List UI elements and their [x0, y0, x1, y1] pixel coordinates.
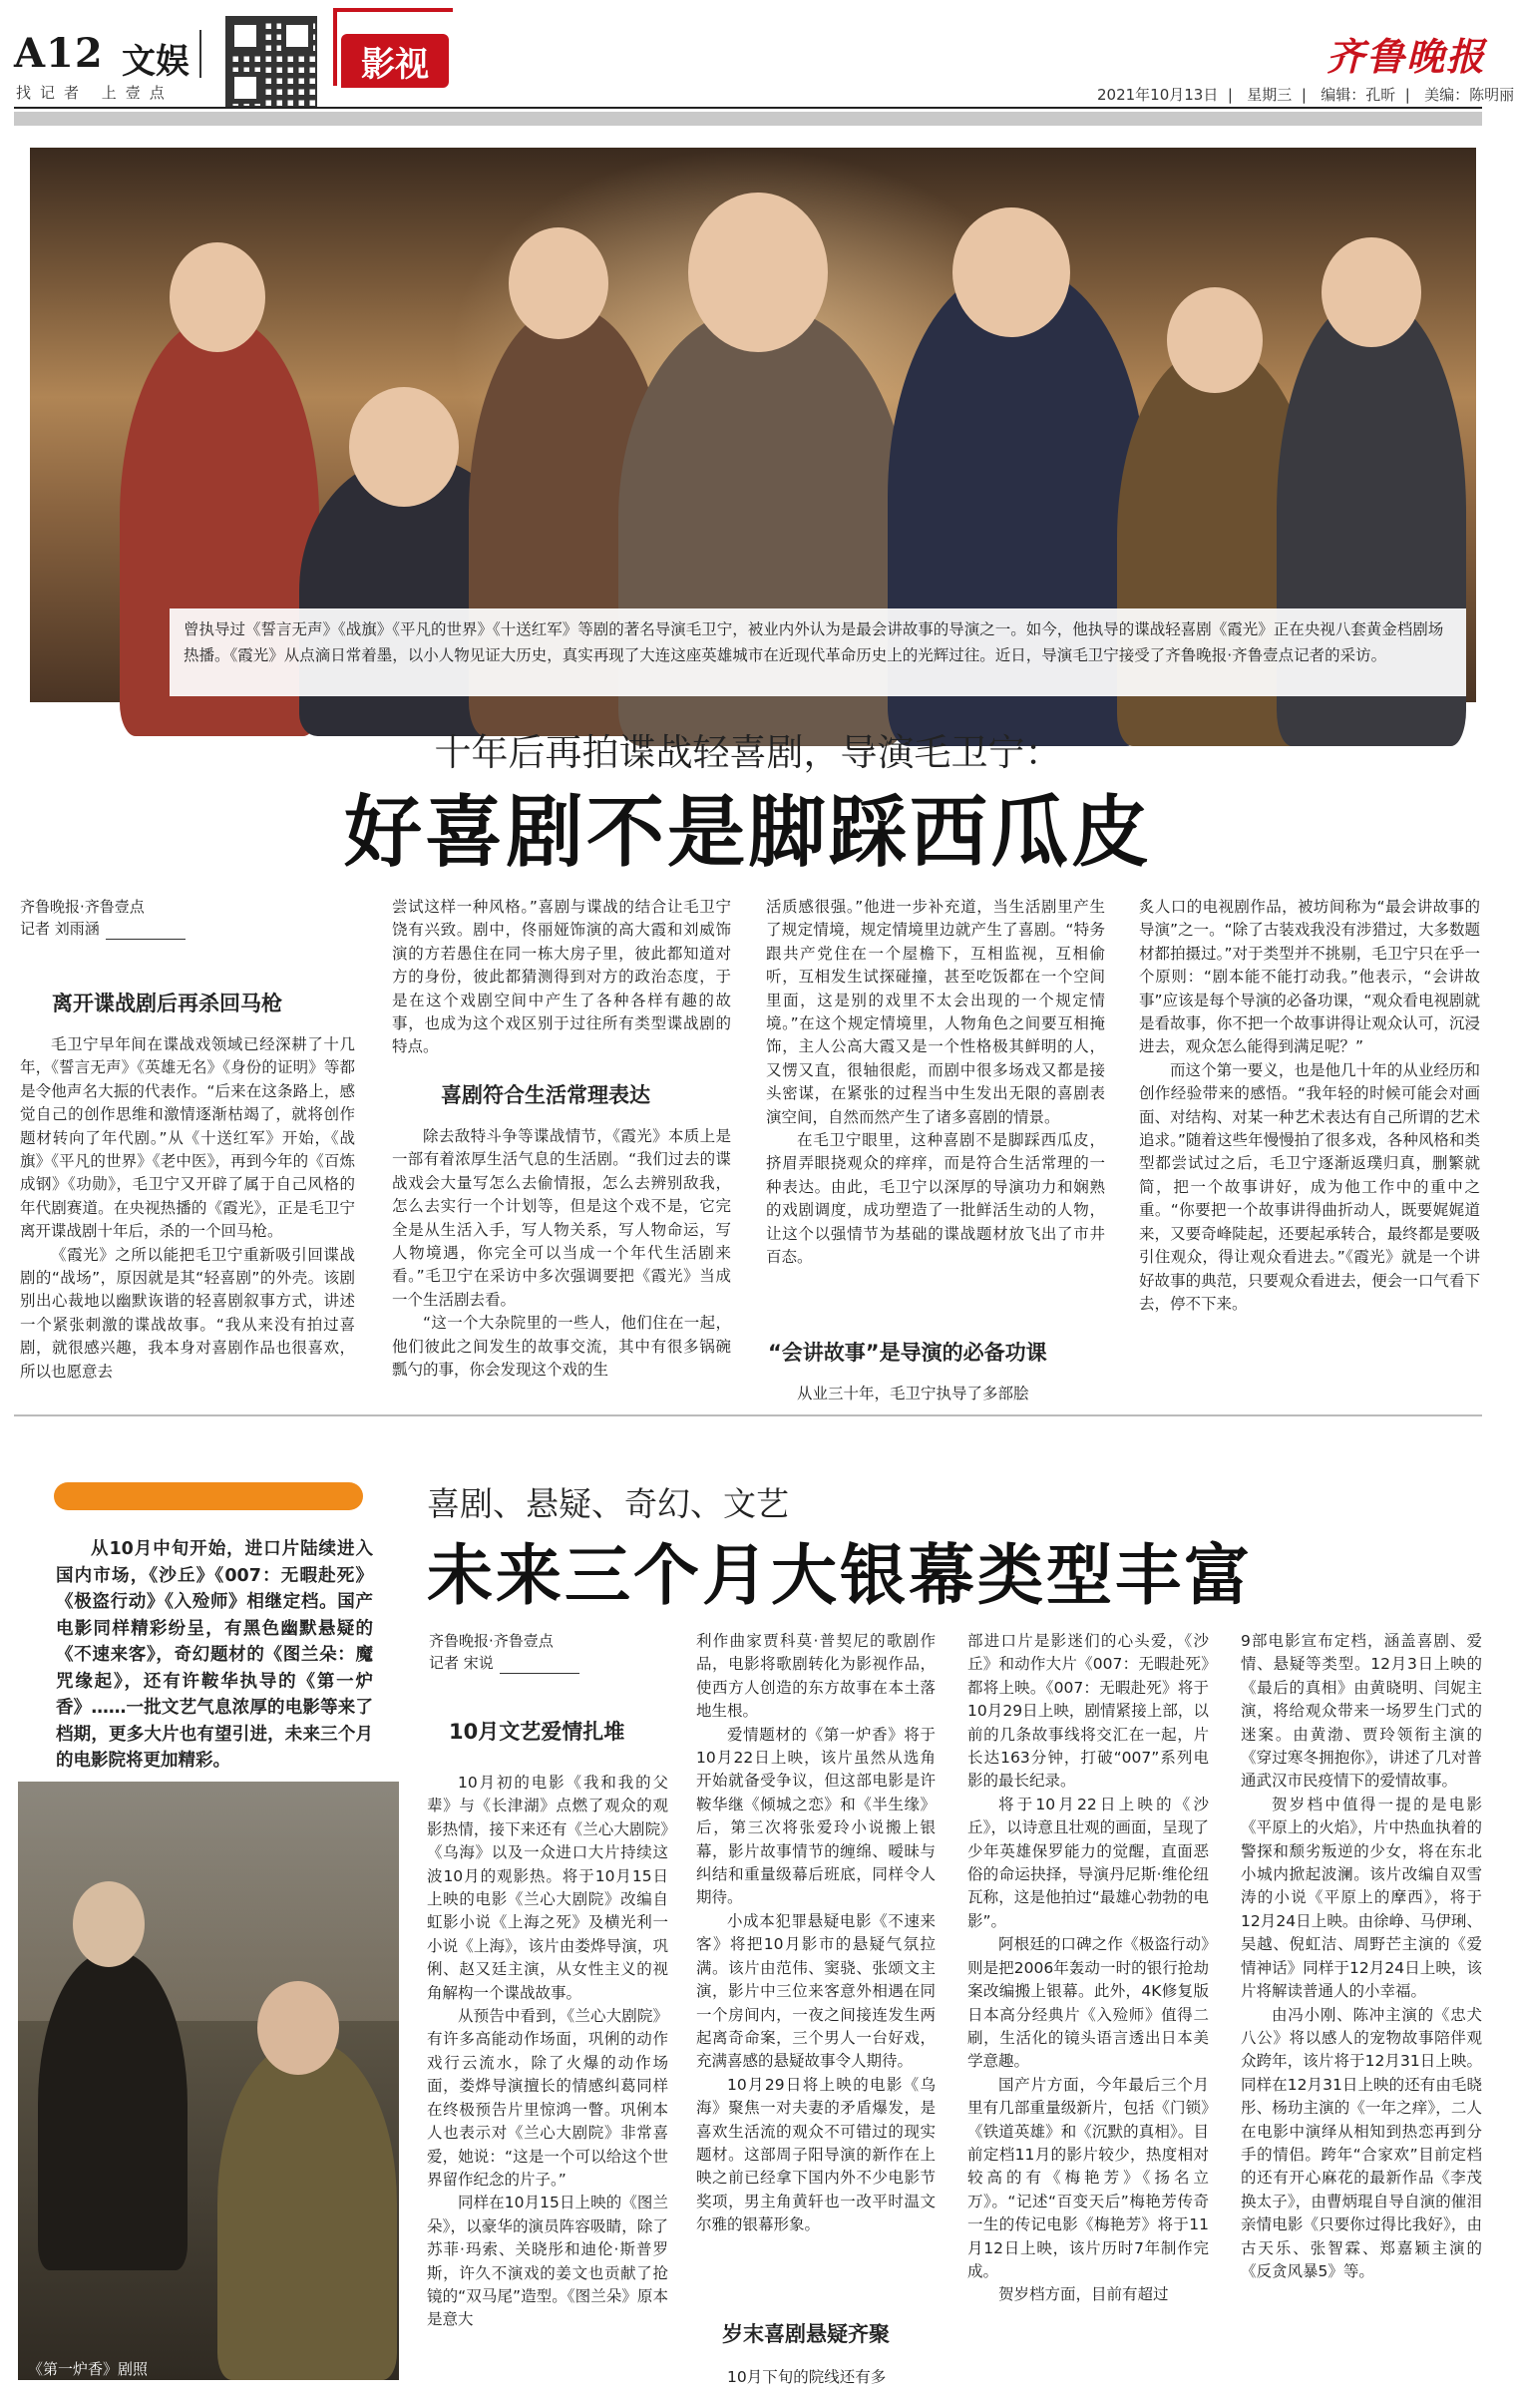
paragraph: 炙人口的电视剧作品，被坊间称为“最会讲故事的导演”之一。“除了古装戏我没有涉猎过，大多数题材都拍摄过。”对于类型并不挑剔，毛卫宁只在乎一个原则：“剧本能不能打动我。”他表示，“会讲故事”应该是每个导演的必备功课，“观众看电视剧就是看故事，你不把一个故事讲得让观众认可，沉浸进去，观众怎么能得到满足呢？”	[1139, 898, 1480, 1056]
article1-byline	[20, 896, 349, 940]
photo-caption: 《第一炉香》剧照	[28, 2360, 149, 2378]
designer-credit: 美编：陈明丽	[1424, 86, 1514, 104]
section-name: 文娱	[122, 42, 189, 82]
article2-col1-subhead: 10月文艺爱情扎堆	[449, 1720, 625, 1744]
article2-lead	[56, 1536, 373, 1775]
article1-col4	[1139, 896, 1480, 1408]
paragraph: 尝试这样一种风格。”喜剧与谍战的结合让毛卫宁饶有兴致。剧中，佟丽娅饰演的高大霞和刘威饰演的方若愚住在同一栋大房子里，彼此都知道对方的身份，彼此都猜测得到对方的政治态度，于是在这个戏剧空间中产生了各种各样有趣的故事，也成为这个戏区别于过往所有类型谍战剧的特点。	[392, 898, 731, 1056]
article2-col1	[427, 1772, 668, 2394]
paragraph: 部进口片是影迷们的心头爱，《沙丘》和动作大片《007：无暇赴死》都将上映。《007：无暇赴死》将于10月29日上映，剧情紧接上部，以前的几条故事线将交汇在一起，片长达163分钟，打破“007”系列电影的最长纪录。	[967, 1632, 1209, 1791]
article1-col1-subhead: 离开谍战剧后再杀回马枪	[52, 992, 282, 1015]
article1-col2-bottom	[392, 1125, 731, 1406]
paragraph: 从预告中看到，《兰心大剧院》有许多高能动作场面，巩俐的动作戏行云流水，除了火爆的动作场面，娄烨导演擅长的情感纠葛同样在终极预告片里惊鸿一瞥。巩俐本人也表示对《兰心大剧院》非常喜爱，她说：“这是一个可以给这个世界留作纪念的片子。”	[427, 2007, 668, 2189]
paragraph: 而这个第一要义，也是他几十年的从业经历和创作经验带来的感悟。“我年轻的时候可能会对画面、对结构、对某一种艺术表达有自己所谓的艺术追求。”随着这些年慢慢拍了很多戏，各种风格和类型都尝试过之后，毛卫宁逐渐返璞归真，删繁就简，把一个故事讲好，成为他工作中的重中之重。“你要把一个故事讲得曲折动人，既要娓娓道来，又要奇峰陡起，还要起承转合，最终都是要吸引住观众，得让观众看进去。”《霞光》就是一个讲好故事的典范，只要观众看进去，便会一口气看下去，停不下来。	[1139, 1060, 1480, 1313]
dateline: 2021年10月13日 | 星期三 | 编辑：孔昕 | 美编：陈明丽	[1097, 86, 1514, 104]
article1-reporter: 记者 刘雨涵	[20, 920, 100, 938]
article2-byline	[429, 1630, 728, 1674]
paragraph: 在毛卫宁眼里，这种喜剧不是脚踩西瓜皮，挤眉弄眼挠观众的痒痒，而是符合生活常理的一种表达。由此，毛卫宁以深厚的导演功力和娴熟的戏剧调度，成功塑造了一批鲜活生动的人物，让这个以强情节为基础的谍战题材放飞出了市井百态。	[766, 1131, 1105, 1267]
issue-weekday: 星期三	[1247, 86, 1293, 104]
masthead-rule	[14, 107, 1482, 109]
article2-col4	[1241, 1630, 1482, 2394]
paragraph: 国产片方面，今年最后三个月里有几部重量级新片，包括《门锁》《铁道英雄》和《沉默的真相》。目前定档11月的影片较少，热度相对较高的有《梅艳芳》《扬名立万》。“记述“百变天后”梅艳芳传奇一生的传记电影《梅艳芳》将于11月12日上映，该片历时7年制作完成。	[967, 2075, 1209, 2280]
editor-credit: 编辑：孔昕	[1321, 86, 1396, 104]
paragraph: 小成本犯罪悬疑电影《不速来客》将把10月影市的悬疑气氛拉满。该片由范伟、窦骁、张颂文主演，影片中三位来客意外相遇在同一个房间内，一夜之间接连发生两起离奇命案，三个男人一台好戏，充满喜感的悬疑故事令人期待。	[696, 1911, 936, 2071]
paragraph: 贺岁档中值得一提的是电影《平原上的火焰》，片中热血执着的警探和颓劣叛逆的少女，将在东北小城内掀起波澜。该片改编自双雪涛的小说《平原上的摩西》，将于12月24日上映。由徐峥、马伊琍、吴越、倪虹洁、周野芒主演的《爱情神话》同样于12月24日上映，该片将解读普通人的小幸福。	[1241, 1795, 1482, 2001]
article1-col3-bottom	[766, 1383, 1105, 1408]
article1-col2-subhead: 喜剧符合生活常理表达	[441, 1083, 650, 1107]
paragraph: 由冯小刚、陈冲主演的《忠犬八公》将以感人的宠物故事陪伴观众跨年，该片将于12月31日上映。同样在12月31日上映的还有由毛晓彤、杨玏主演的《一年之痒》，二人在电影中演绎从相知到热恋再到分手的情侣。跨年“合家欢”目前定档的还有开心麻花的最新作品《李茂换太子》，由曹炳琨自导自演的催泪亲情电影《只要你过得比我好》，由古天乐、张智霖、郑嘉颖主演的《反贪风暴5》等。	[1241, 2005, 1482, 2280]
article1-kicker: 十年后再拍谍战轻喜剧，导演毛卫宁：	[434, 731, 1062, 774]
decorative-bar	[54, 1482, 363, 1510]
paragraph: “这一个大杂院里的一些人，他们住在一起，他们彼此之间发生的故事交流，其中有很多锅碗瓢勺的事，你会发现这个戏的生	[392, 1314, 731, 1380]
paragraph: 将于10月22日上映的《沙丘》，以诗意且壮观的画面，呈现了少年英雄保罗能力的觉醒，直面恶俗的命运抉择，导演丹尼斯·维伦纽瓦称，这是他拍过“最雄心勃勃的电影”。	[967, 1795, 1209, 1930]
article1-col1	[20, 1033, 355, 1406]
article2-source: 齐鲁晚报·齐鲁壹点	[429, 1632, 554, 1650]
tag-bracket-top	[333, 8, 453, 12]
hero-caption: 曾执导过《誓言无声》《战旗》《平凡的世界》《十送红军》等剧的著名导演毛卫宁，被业内外认为是最会讲故事的导演之一。如今，他执导的谍战轻喜剧《霞光》正在央视八套黄金档剧场热播。《霞光》从点滴日常着墨，以小人物见证大历史，真实再现了大连这座英雄城市在近现代革命历史上的光辉过往。近日，导演毛卫宁接受了齐鲁晚报·齐鲁壹点记者的采访。	[170, 608, 1466, 696]
article1-col3-top	[766, 896, 1105, 1319]
paragraph: 贺岁档方面，目前有超过	[998, 2285, 1169, 2304]
newspaper-logo: 齐鲁晚报	[1326, 34, 1487, 79]
masthead-band	[14, 112, 1482, 126]
tag-bracket	[333, 8, 337, 86]
paragraph: 同样在10月15日上映的《图兰朵》，以豪华的演员阵容吸睛，除了苏菲·玛索、关晓彤和迪伦·斯普罗斯，许久不演戏的姜文也贡献了抢镜的“双马尾”造型。《图兰朵》原本是意大	[427, 2194, 668, 2329]
paragraph: 9部电影宣布定档，涵盖喜剧、爱情、悬疑等类型。12月3日上映的《最后的真相》由黄晓明、闫妮主演，将给观众带来一场罗生门式的迷案。由黄渤、贾玲领衔主演的《穿过寒冬拥抱你》，讲述了几对普通武汉市民疫情下的爱情故事。	[1241, 1632, 1482, 1791]
article-separator	[14, 1414, 1482, 1416]
article2-col2-bottom	[696, 2366, 936, 2392]
qr-code-icon[interactable]	[225, 16, 317, 108]
article2-kicker: 喜剧、悬疑、奇幻、文艺	[427, 1484, 789, 1523]
masthead-divider	[199, 30, 201, 78]
article2-col2-top	[696, 1630, 936, 2310]
paragraph: 从业三十年，毛卫宁执导了多部脍	[797, 1385, 1029, 1403]
paragraph: 阿根廷的口碑之作《极盗行动》则是把2006年轰动一时的银行抢劫案改编搬上银幕。此外，4K修复版日本高分经典片《入殓师》值得二刷，生活化的镜头语言透出日本美学意趣。	[967, 1935, 1209, 2071]
paragraph: 《霞光》之所以能把毛卫宁重新吸引回谍战剧的“战场”，原因就是其“轻喜剧”的外壳。该剧别出心裁地以幽默诙谐的轻喜剧叙事方式，讲述一个紧张刺激的谍战故事。“我从来没有拍过喜剧，就很感兴趣，我本身对喜剧作品也很喜欢，所以也愿意去	[20, 1245, 355, 1381]
article2-reporter: 记者 宋说	[429, 1654, 494, 1672]
paragraph: 活质感很强。”他进一步补充道，当生活剧里产生了规定情境，规定情境里边就产生了喜剧。“特务跟共产党住在一个屋檐下，互相监视，互相偷听，互相发生试探碰撞，甚至吃饭都在一个空间里面，这是别的戏里不太会出现的一个规定情境。”在这个规定情境里，人物角色之间要互相掩饰，主人公高大霞又是一个性格极其鲜明的人，又愣又直，很轴很彪，而剧中很多场戏又都是接头密谋，在紧张的过程当中生发出无限的喜剧表演空间，自然而然产生了诸多喜剧的情景。	[766, 898, 1105, 1126]
article1-col2-top	[392, 896, 731, 1056]
article1-col3-subhead: “会讲故事”是导演的必备功课	[768, 1341, 1047, 1365]
film-still-photo	[18, 1782, 399, 2380]
article2-headline: 未来三个月大银幕类型丰富	[427, 1536, 1253, 1614]
lead-paragraph: 从10月中旬开始，进口片陆续进入国内市场，《沙丘》《007：无暇赴死》《极盗行动》《入殓师》相继定档。国产电影同样精彩纷呈，有黑色幽默悬疑的《不速来客》，奇幻题材的《图兰朵：魔咒缘起》，还有许鞍华执导的《第一炉香》……一批文艺气息浓厚的电影等来了档期，更多大片也有望引进，未来三个月的电影院将更加精彩。	[56, 1539, 373, 1771]
issue-date: 2021年10月13日	[1097, 86, 1219, 104]
article1-source: 齐鲁晚报·齐鲁壹点	[20, 898, 145, 916]
paragraph: 10月下旬的院线还有多	[727, 2368, 887, 2386]
paragraph: 10月29日将上映的电影《乌海》聚焦一对夫妻的矛盾爆发，是喜欢生活流的观众不可错过的现实题材。这部周子阳导演的新作在上映之前已经拿下国内外不少电影节奖项，男主角黄轩也一改平时温文尔雅的银幕形象。	[696, 2075, 936, 2234]
page-number: A12	[14, 30, 104, 77]
paragraph: 除去敌特斗争等谍战情节，《霞光》本质上是一部有着浓厚生活气息的生活剧。“我们过去的谍战戏会大量写怎么去偷情报，怎么去辨别敌我，怎么去实行一个计划等，但是这个戏不是，它完全是从生活入手，写人物关系，写人物命运，写人物境遇，你完全可以当成一个年代生活剧来看。”毛卫宁在采访中多次强调要把《霞光》当成一个生活剧去看。	[392, 1127, 731, 1309]
paragraph: 爱情题材的《第一炉香》将于10月22日上映，该片虽然从选角开始就备受争议，但这部电影是许鞍华继《倾城之恋》和《半生缘》后，第三次将张爱玲小说搬上银幕，影片故事情节的缠绵、暧昧与纠结和重量级幕后班底，同样令人期待。	[696, 1725, 936, 1907]
paragraph: 利作曲家贾科莫·普契尼的歌剧作品，电影将歌剧转化为影视作品，使西方人创造的东方故事在本土落地生根。	[696, 1632, 936, 1721]
paragraph: 毛卫宁早年间在谍战戏领域已经深耕了十几年，《誓言无声》《英雄无名》《身份的证明》等都是令他声名大振的代表作。“后来在这条路上，感觉自己的创作思维和激情逐渐枯竭了，就将创作题材转向了年代剧。”从《十送红军》开始，《战旗》《平凡的世界》《老中医》，再到今年的《百炼成钢》《功勋》，毛卫宁又开辟了属于自己风格的年代剧赛道。在央视热播的《霞光》，正是毛卫宁离开谍战剧十年后，杀的一个回马枪。	[20, 1035, 355, 1241]
article1-headline: 好喜剧不是脚踩西瓜皮	[343, 787, 1152, 878]
article2-col3	[967, 1630, 1209, 2394]
article2-col2-subhead: 岁末喜剧悬疑齐聚	[722, 2322, 890, 2346]
section-tag: 影视	[341, 34, 449, 88]
masthead-slogan: 找记者 上壹点	[16, 84, 174, 102]
paragraph: 10月初的电影《我和我的父辈》与《长津湖》点燃了观众的观影热情，接下来还有《兰心大剧院》《乌海》以及一众进口大片持续这波10月的观影热。将于10月15日上映的电影《兰心大剧院》改编自虹影小说《上海之死》及横光利一小说《上海》，该片由娄烨导演，巩俐、赵又廷主演，从女性主义的视角解构一个谍战故事。	[427, 1774, 668, 2002]
